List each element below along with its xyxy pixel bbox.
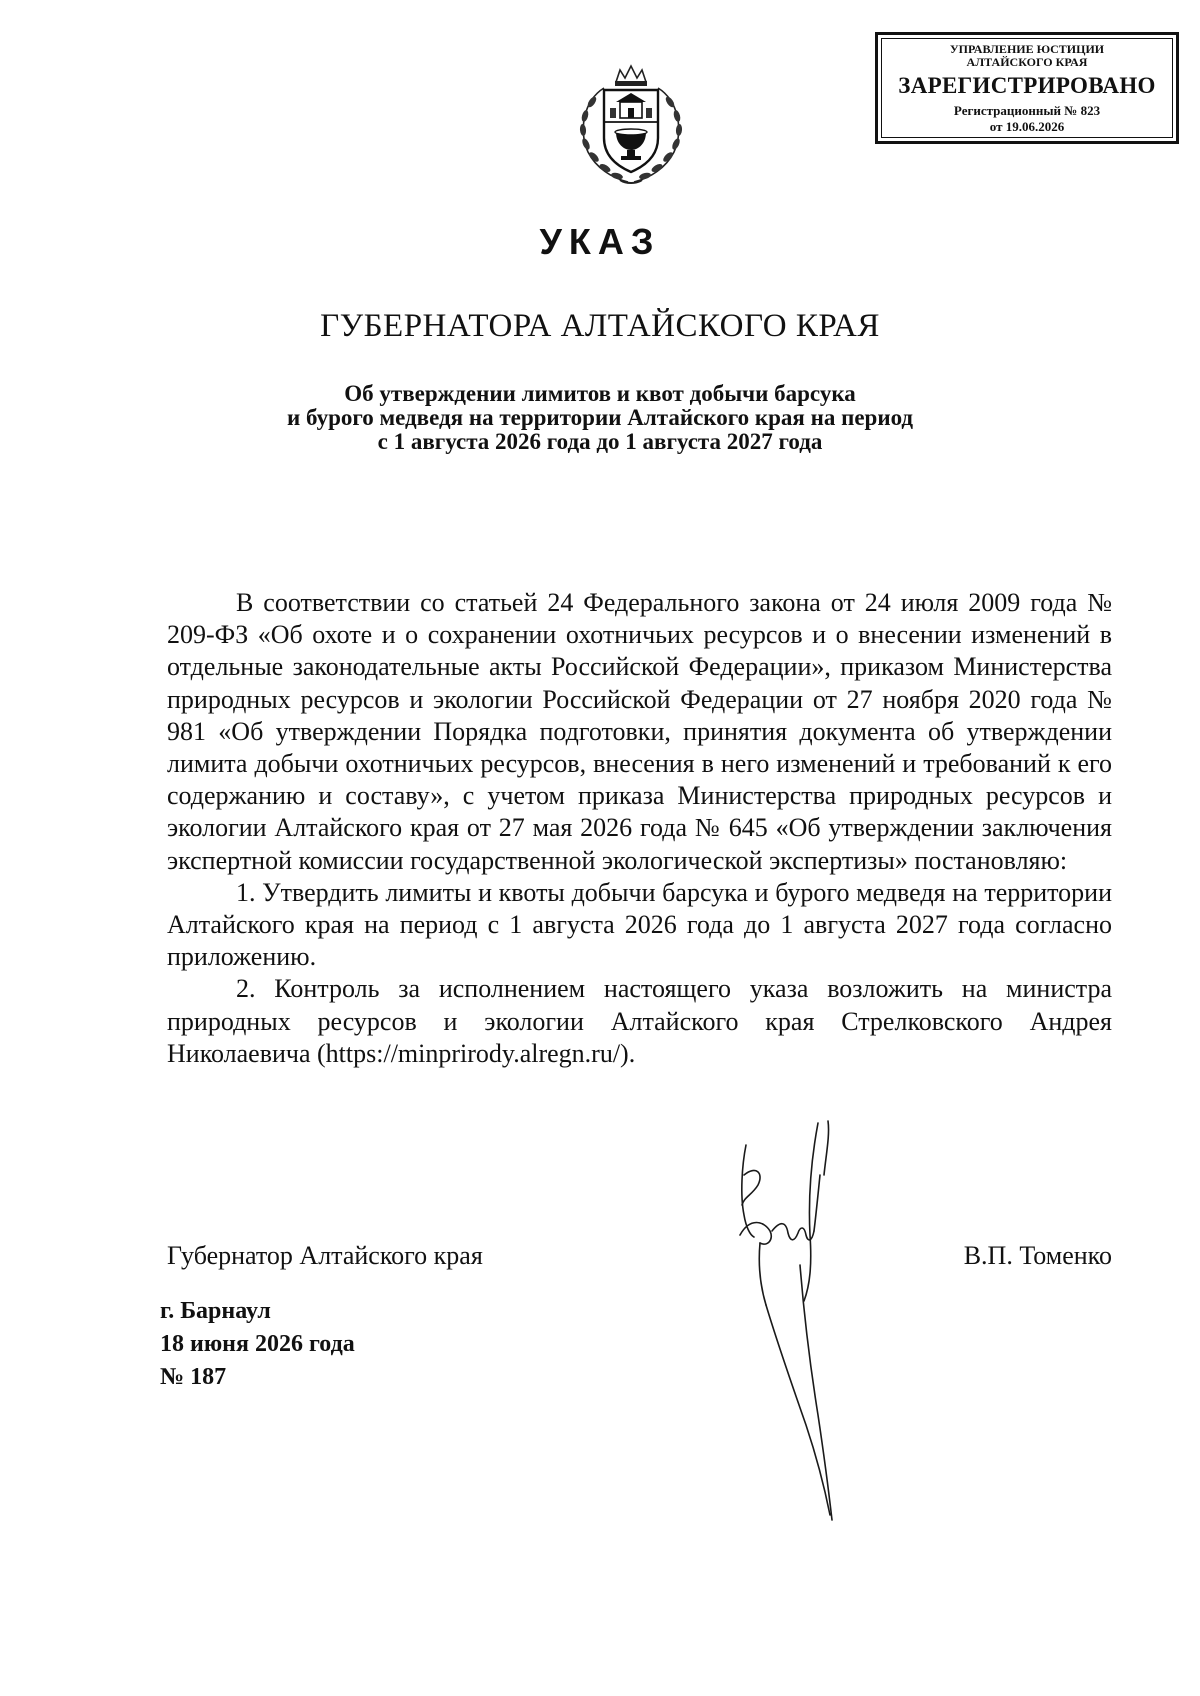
document-date: 18 июня 2026 года xyxy=(160,1331,355,1357)
subject-line-3: с 1 августа 2026 года до 1 августа 2027 года xyxy=(377,429,823,454)
preamble-paragraph: В соответствии со статьей 24 Федерального закона от 24 июля 2009 года № 209-ФЗ «Об охоте и о сохранении охотничьих ресурсов и о внесении изменений в отдельные законодательные акты Российской Федерации», приказом Министерства природных ресурсов и экологии Российской Федерации от 27 ноября 2020 года № 981 «Об утверждении Порядка подготовки, принятия документа об утверждении лимита добычи охотничьих ресурсов, внесения в него изменений и требований к его содержанию и составу», с учетом приказа Министерства природных ресурсов и экологии Алтайского края от 27 мая 2026 года № 645 «Об утверждении заключения экспертной комиссии государственной экологической экспертизы» постановляю: xyxy=(167,588,1112,875)
subject-line-1: Об утверждении лимитов и квот добычи барсука xyxy=(344,381,856,406)
document-type: УКАЗ xyxy=(539,221,661,262)
document-issuer: ГУБЕРНАТОРА АЛТАЙСКОГО КРАЯ xyxy=(320,308,880,344)
clause-1: 1. Утвердить лимиты и квоты добычи барсука и бурого медведя на территории Алтайского края на период с 1 августа 2026 года до 1 августа 2027 года согласно приложению. xyxy=(167,877,1112,972)
stamp-org-line-2: АЛТАЙСКОГО КРАЯ xyxy=(966,55,1088,69)
coat-of-arms-icon xyxy=(570,60,692,188)
subject-line-2: и бурого медведя на территории Алтайского края на период xyxy=(286,405,914,430)
document-place-date xyxy=(160,1295,355,1394)
clause-2: 2. Контроль за исполнением настоящего указа возложить на министра природных ресурсов и экологии Алтайского края Стрелковского Андрея Николаевича (https://minprirody.alregn.ru/). xyxy=(167,974,1112,1068)
stamp-org xyxy=(878,43,1176,69)
document-city: г. Барнаул xyxy=(160,1298,271,1324)
stamp-title: ЗАРЕГИСТРИРОВАНО xyxy=(898,73,1156,98)
stamp-reg-date: от 19.06.2026 xyxy=(989,119,1065,134)
document-subject xyxy=(0,382,1200,454)
stamp-org-line-1: УПРАВЛЕНИЕ ЮСТИЦИИ xyxy=(949,42,1105,56)
document-number: № 187 xyxy=(160,1364,227,1390)
handwritten-signature xyxy=(700,1115,900,1525)
stamp-reg-number: Регистрационный № 823 xyxy=(953,103,1101,118)
registration-stamp xyxy=(875,32,1179,144)
signer-title: Губернатор Алтайского края xyxy=(167,1241,483,1270)
signer-name: В.П. Томенко xyxy=(963,1241,1112,1270)
document-body xyxy=(167,587,1112,1070)
